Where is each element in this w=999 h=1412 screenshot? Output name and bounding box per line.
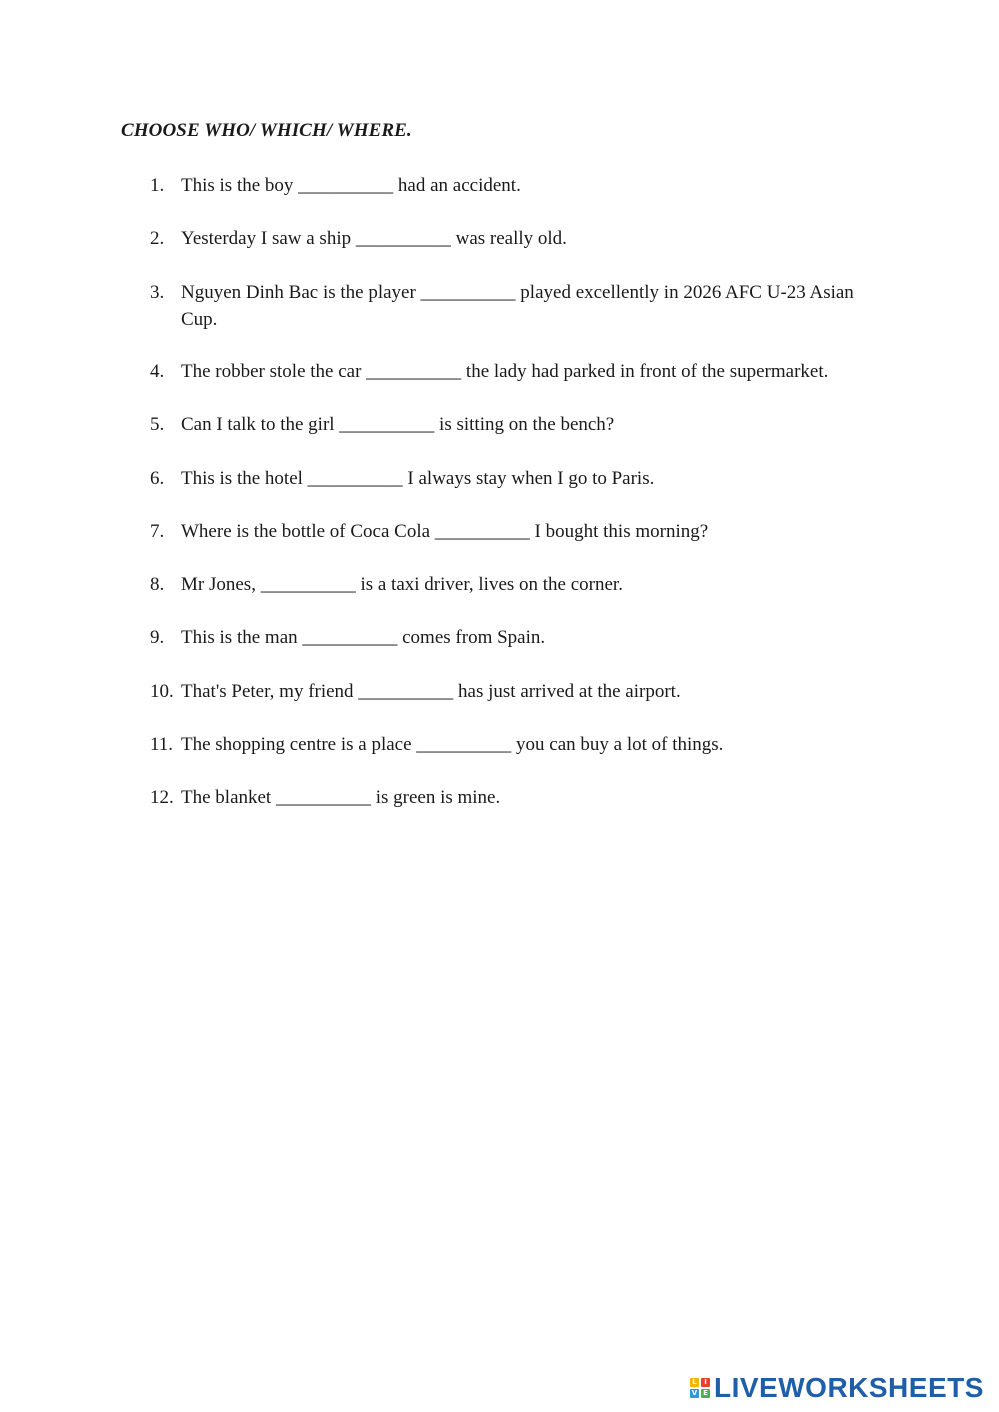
question-item: [150, 624, 880, 651]
worksheet-title: CHOOSE WHO/ WHICH/ WHERE.: [121, 120, 412, 141]
question-number: 9.: [150, 627, 165, 648]
liveworksheets-logo: [690, 1370, 984, 1406]
question-number: 12.: [150, 787, 174, 808]
question-text: The blanket __________ is green is mine.: [181, 787, 501, 808]
question-item: [150, 279, 880, 333]
liveworksheets-logo-icon: [690, 1378, 710, 1398]
logo-tile-e: E: [701, 1389, 710, 1398]
question-number: 6.: [150, 468, 165, 489]
question-text: This is the man __________ comes from Spain.: [181, 627, 546, 648]
question-item: [150, 358, 880, 385]
question-item: [150, 225, 880, 252]
question-number: 5.: [150, 414, 165, 435]
question-item: [150, 518, 880, 545]
question-text: This is the hotel __________ I always stay when I go to Paris.: [181, 468, 655, 489]
question-number: 7.: [150, 521, 165, 542]
question-text: The robber stole the car __________ the lady had parked in front of the supermarket.: [181, 361, 829, 382]
question-number: 10.: [150, 681, 174, 702]
question-number: 3.: [150, 282, 165, 303]
question-text: Can I talk to the girl __________ is sitting on the bench?: [181, 414, 615, 435]
question-number: 8.: [150, 574, 165, 595]
logo-tile-i: I: [701, 1378, 710, 1387]
question-item: [150, 172, 880, 199]
question-text: Yesterday I saw a ship __________ was really old.: [181, 228, 567, 249]
question-text: This is the boy __________ had an accident.: [181, 175, 521, 196]
question-text: Nguyen Dinh Bac is the player __________ played excellently in 2026 AFC U-23 Asian Cup.: [181, 282, 854, 330]
question-text: Where is the bottle of Coca Cola __________ I bought this morning?: [181, 521, 709, 542]
question-text: The shopping centre is a place __________ you can buy a lot of things.: [181, 734, 724, 755]
question-text: Mr Jones, __________ is a taxi driver, lives on the corner.: [181, 574, 623, 595]
question-item: [150, 678, 880, 705]
question-item: [150, 731, 880, 758]
question-number: 11.: [150, 734, 174, 755]
question-item: [150, 465, 880, 492]
logo-tile-l: L: [690, 1378, 699, 1387]
question-item: [150, 784, 880, 811]
question-item: [150, 411, 880, 438]
question-number: 4.: [150, 361, 165, 382]
question-text: That's Peter, my friend __________ has just arrived at the airport.: [181, 681, 681, 702]
logo-tile-v: V: [691, 1389, 698, 1397]
question-number: 1.: [150, 175, 165, 196]
logo-text: LIVEWORKSHEETS: [714, 1372, 984, 1403]
question-item: [150, 571, 880, 598]
question-number: 2.: [150, 228, 165, 249]
